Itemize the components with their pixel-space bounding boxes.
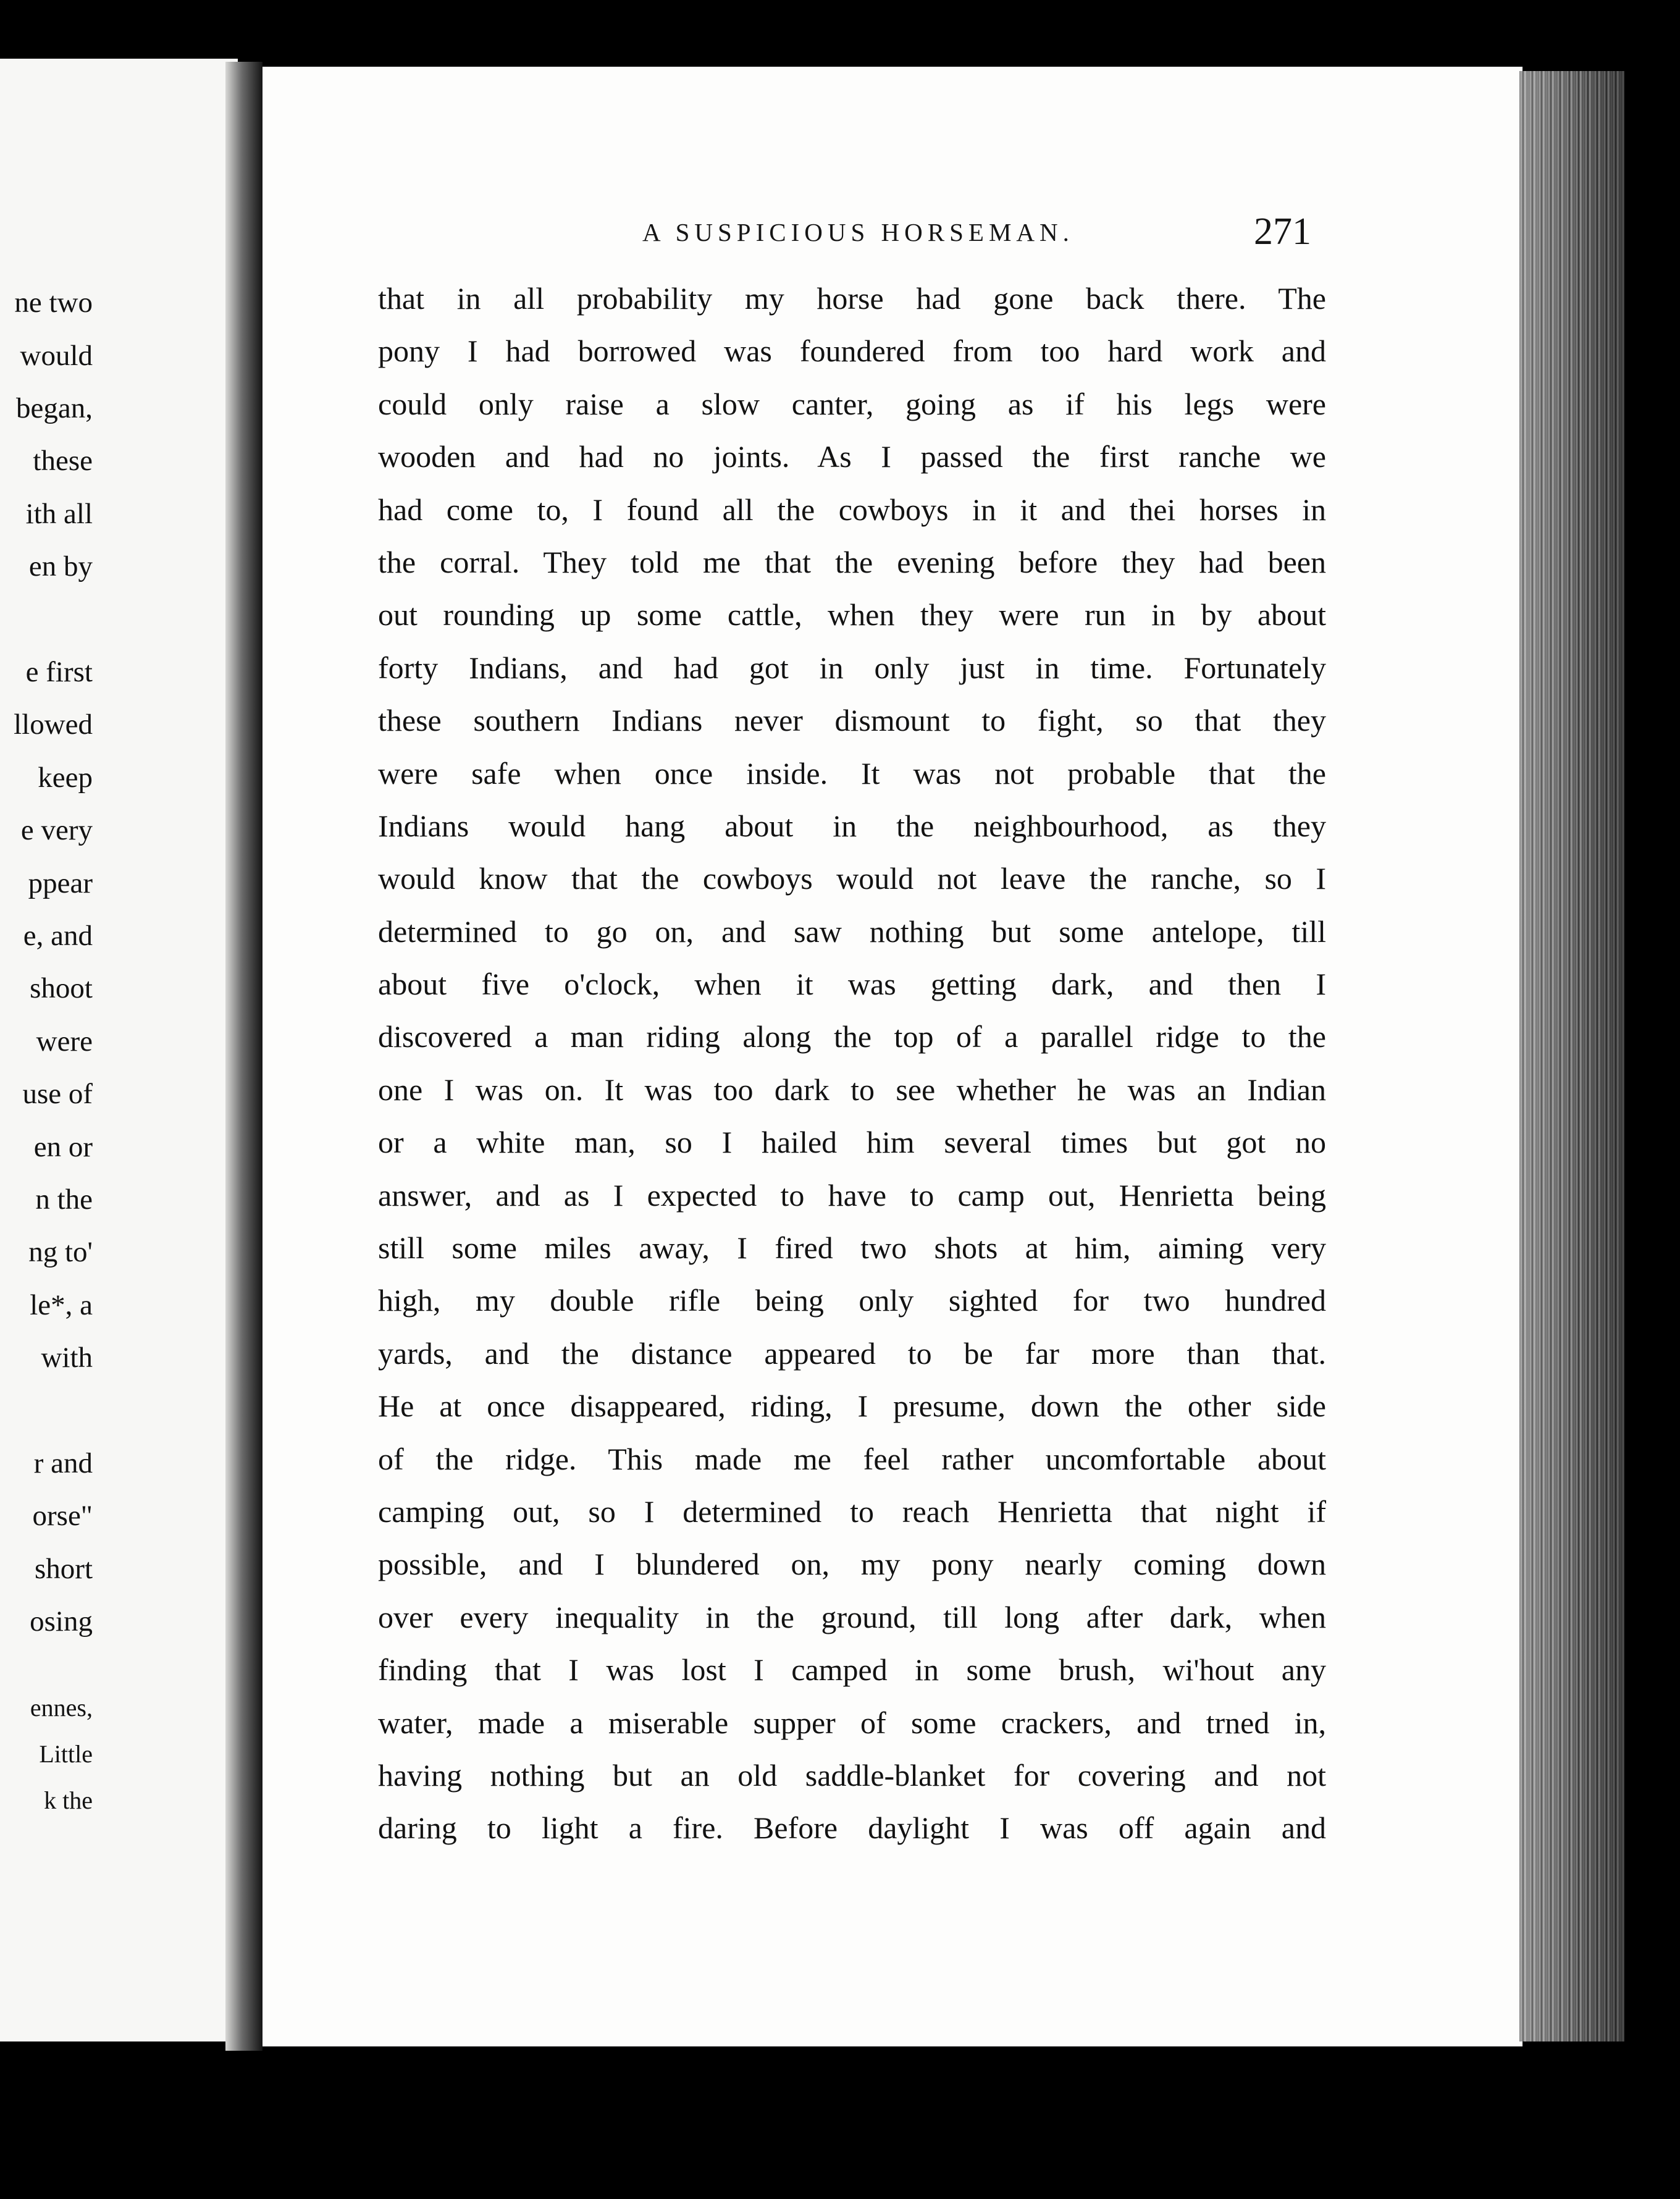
page-edges-shadow	[1519, 71, 1624, 2041]
body-text	[378, 283, 1326, 1865]
left-line: use of	[22, 1078, 93, 1110]
text-line: the corral. They told me that the evening before they had been	[378, 544, 1326, 579]
left-line: keep	[38, 762, 93, 794]
text-line: forty Indians, and had got in only just in time. Fortunately	[378, 650, 1326, 685]
text-line: of the ridge. This made me feel rather uncomfortable about	[378, 1441, 1326, 1476]
text-line: that in all probability my horse had gone back there. The	[378, 281, 1326, 316]
text-line: camping out, so I determined to reach Henrietta that night if	[378, 1494, 1326, 1529]
text-line: having nothing but an old saddle-blanket for covering and not	[378, 1757, 1326, 1793]
text-line: pony I had borrowed was foundered from too hard work and	[378, 334, 1326, 369]
text-line: were safe when once inside. It was not probable that the	[378, 755, 1326, 791]
left-line: short	[35, 1553, 93, 1585]
text-line: finding that I was lost I camped in some brush, wi'hout any	[378, 1652, 1326, 1688]
left-line: e very	[20, 814, 93, 846]
left-line: e first	[25, 656, 93, 688]
text-line: wooden and had no joints. As I passed the first ranche we	[378, 439, 1326, 474]
text-line: or a white man, so I hailed him several times but got no	[378, 1125, 1326, 1160]
text-line: had come to, I found all the cowboys in it and thei horses in	[378, 492, 1326, 527]
text-line: yards, and the distance appeared to be far more than that.	[378, 1335, 1326, 1371]
left-line: orse"	[32, 1500, 93, 1532]
left-line: ith all	[25, 498, 93, 530]
page-number: 271	[1254, 211, 1311, 253]
left-footnote-line: k the	[44, 1786, 93, 1814]
left-footnote-line: Little	[39, 1740, 93, 1768]
text-line: daring to light a fire. Before daylight I was off again and	[378, 1810, 1326, 1846]
left-line: llowed	[14, 708, 93, 741]
left-line: osing	[30, 1605, 93, 1638]
book-gutter	[225, 62, 262, 2051]
left-page	[0, 59, 238, 2041]
left-line: with	[41, 1342, 93, 1374]
text-line: possible, and I blundered on, my pony nearly coming down	[378, 1547, 1326, 1582]
left-line: shoot	[30, 972, 93, 1004]
left-page-text	[0, 59, 93, 2041]
left-line: r and	[33, 1447, 93, 1479]
left-line: en or	[33, 1131, 93, 1163]
left-line: en by	[28, 550, 93, 582]
left-line: le*, a	[30, 1289, 93, 1321]
text-line: He at once disappeared, riding, I presume, down the other side	[378, 1389, 1326, 1424]
text-line: about five o'clock, when it was getting dark, and then I	[378, 967, 1326, 1002]
left-line: ne two	[14, 287, 93, 319]
text-line: answer, and as I expected to have to camp out, Henrietta being	[378, 1177, 1326, 1213]
left-line: ppear	[28, 867, 93, 899]
text-line: over every inequality in the ground, till long after dark, when	[378, 1599, 1326, 1634]
text-line: still some miles away, I fired two shots at him, aiming very	[378, 1230, 1326, 1266]
left-line: e, and	[23, 920, 93, 952]
text-line: discovered a man riding along the top of a parallel ridge to the	[378, 1019, 1326, 1054]
text-line: one I was on. It was too dark to see whether he was an Indian	[378, 1072, 1326, 1107]
text-line: high, my double rifle being only sighted for two hundred	[378, 1283, 1326, 1318]
text-line: out rounding up some cattle, when they were run in by about	[378, 597, 1326, 633]
text-line: could only raise a slow canter, going as if his legs were	[378, 386, 1326, 421]
text-line: would know that the cowboys would not leave the ranche, so I	[378, 861, 1326, 896]
text-line: Indians would hang about in the neighbourhood, as they	[378, 808, 1326, 843]
text-line: these southern Indians never dismount to fight, so that they	[378, 703, 1326, 738]
left-line: these	[33, 445, 93, 477]
left-line: began,	[16, 392, 93, 424]
left-line: ng to'	[28, 1236, 93, 1268]
left-line: would	[20, 340, 93, 372]
left-line: n the	[35, 1184, 93, 1216]
left-line: were	[36, 1025, 93, 1057]
running-head: A SUSPICIOUS HORSEMAN.	[642, 218, 1074, 246]
left-footnote-line: ennes,	[30, 1694, 93, 1722]
text-line: water, made a miserable supper of some crackers, and trned in,	[378, 1705, 1326, 1740]
text-line: determined to go on, and saw nothing but some antelope, till	[378, 914, 1326, 949]
